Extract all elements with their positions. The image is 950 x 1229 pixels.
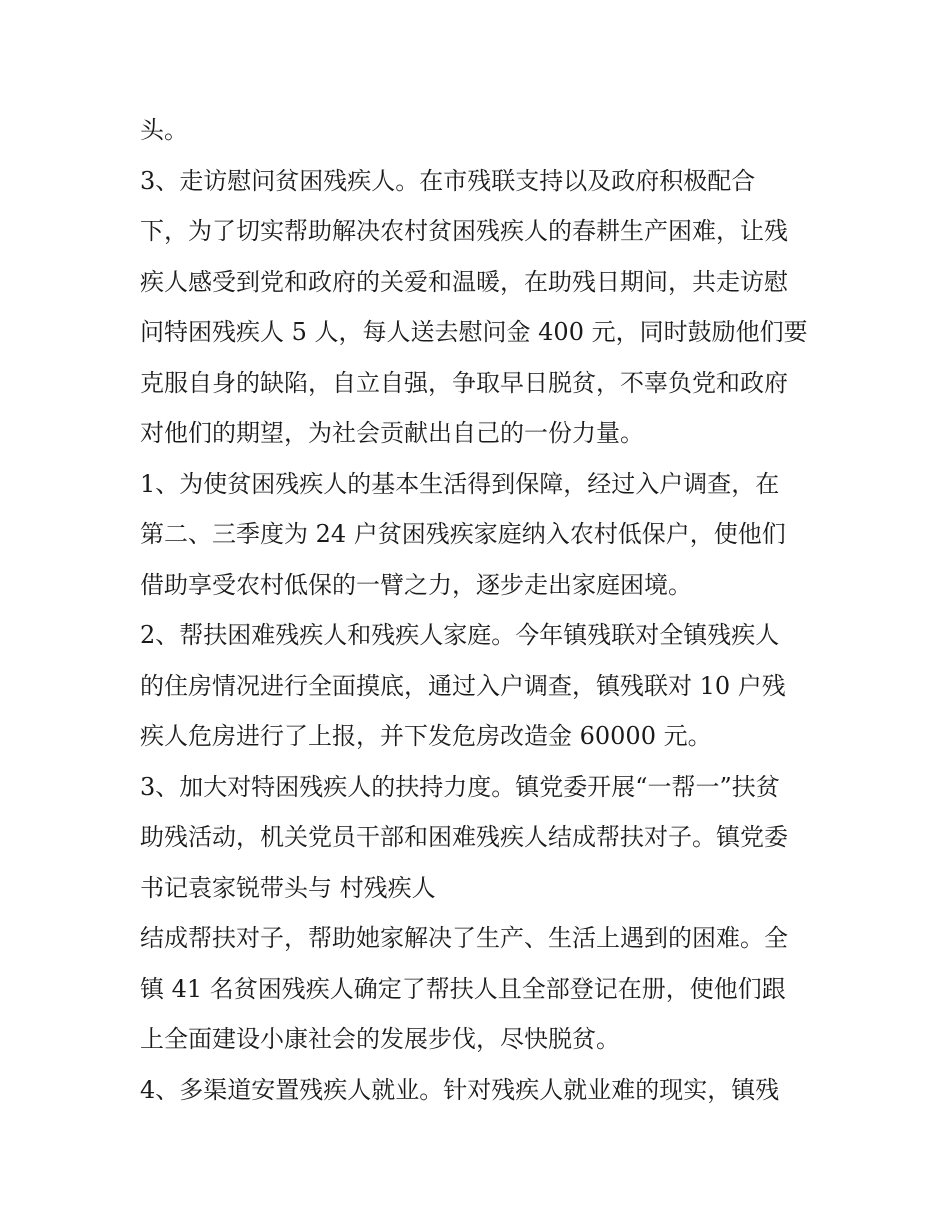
text-line: 的住房情况进行全面摸底，通过入户调查，镇残联对 10 户残 [140,671,786,700]
text-line: 下，为了切实帮助解决农村贫困残疾人的春耕生产困难，让残 [140,217,788,245]
text-line: 助残活动，机关党员干部和困难残疾人结成帮扶对子。镇党委 [140,823,788,851]
text-line: 书记袁家锐带头与 村残疾人 [140,873,436,902]
document-body [140,105,830,1115]
text-line: 对他们的期望，为社会贡献出自己的一份力量。 [140,419,644,447]
text-line: 3、加大对特困残疾人的扶持力度。镇党委开展“一帮一”扶贫 [140,772,780,801]
text-line: 头。 [140,116,188,144]
text-line: 3、走访慰问贫困残疾人。在市残联支持以及政府积极配合 [140,166,756,195]
text-line: 结成帮扶对子，帮助她家解决了生产、生活上遇到的困难。全 [140,924,788,952]
text-line: 镇 41 名贫困残疾人确定了帮扶人且全部登记在册，使他们跟 [140,974,786,1003]
text-line: 第二、三季度为 24 户贫困残疾家庭纳入农村低保户，使他们 [140,520,786,548]
text-line: 4、多渠道安置残疾人就业。针对残疾人就业难的现实，镇残 [140,1075,780,1104]
text-line: 克服自身的缺陷，自立自强，争取早日脱贫，不辜负党和政府 [140,368,788,397]
text-line: 疾人危房进行了上报，并下发危房改造金 60000 元。 [140,722,712,750]
text-line: 问特困残疾人 5 人，每人送去慰问金 400 元，同时鼓励他们要 [140,318,808,346]
text-line: 1、为使贫困残疾人的基本生活得到保障，经过入户调查，在 [140,469,780,498]
text-line: 上全面建设小康社会的发展步伐，尽快脱贫。 [140,1025,620,1053]
text-line: 疾人感受到党和政府的关爱和温暖，在助残日期间，共走访慰 [140,267,788,296]
text-line: 2、帮扶困难残疾人和残疾人家庭。今年镇残联对全镇残疾人 [140,621,780,649]
text-line: 借助享受农村低保的一臂之力，逐步走出家庭困境。 [140,570,692,599]
